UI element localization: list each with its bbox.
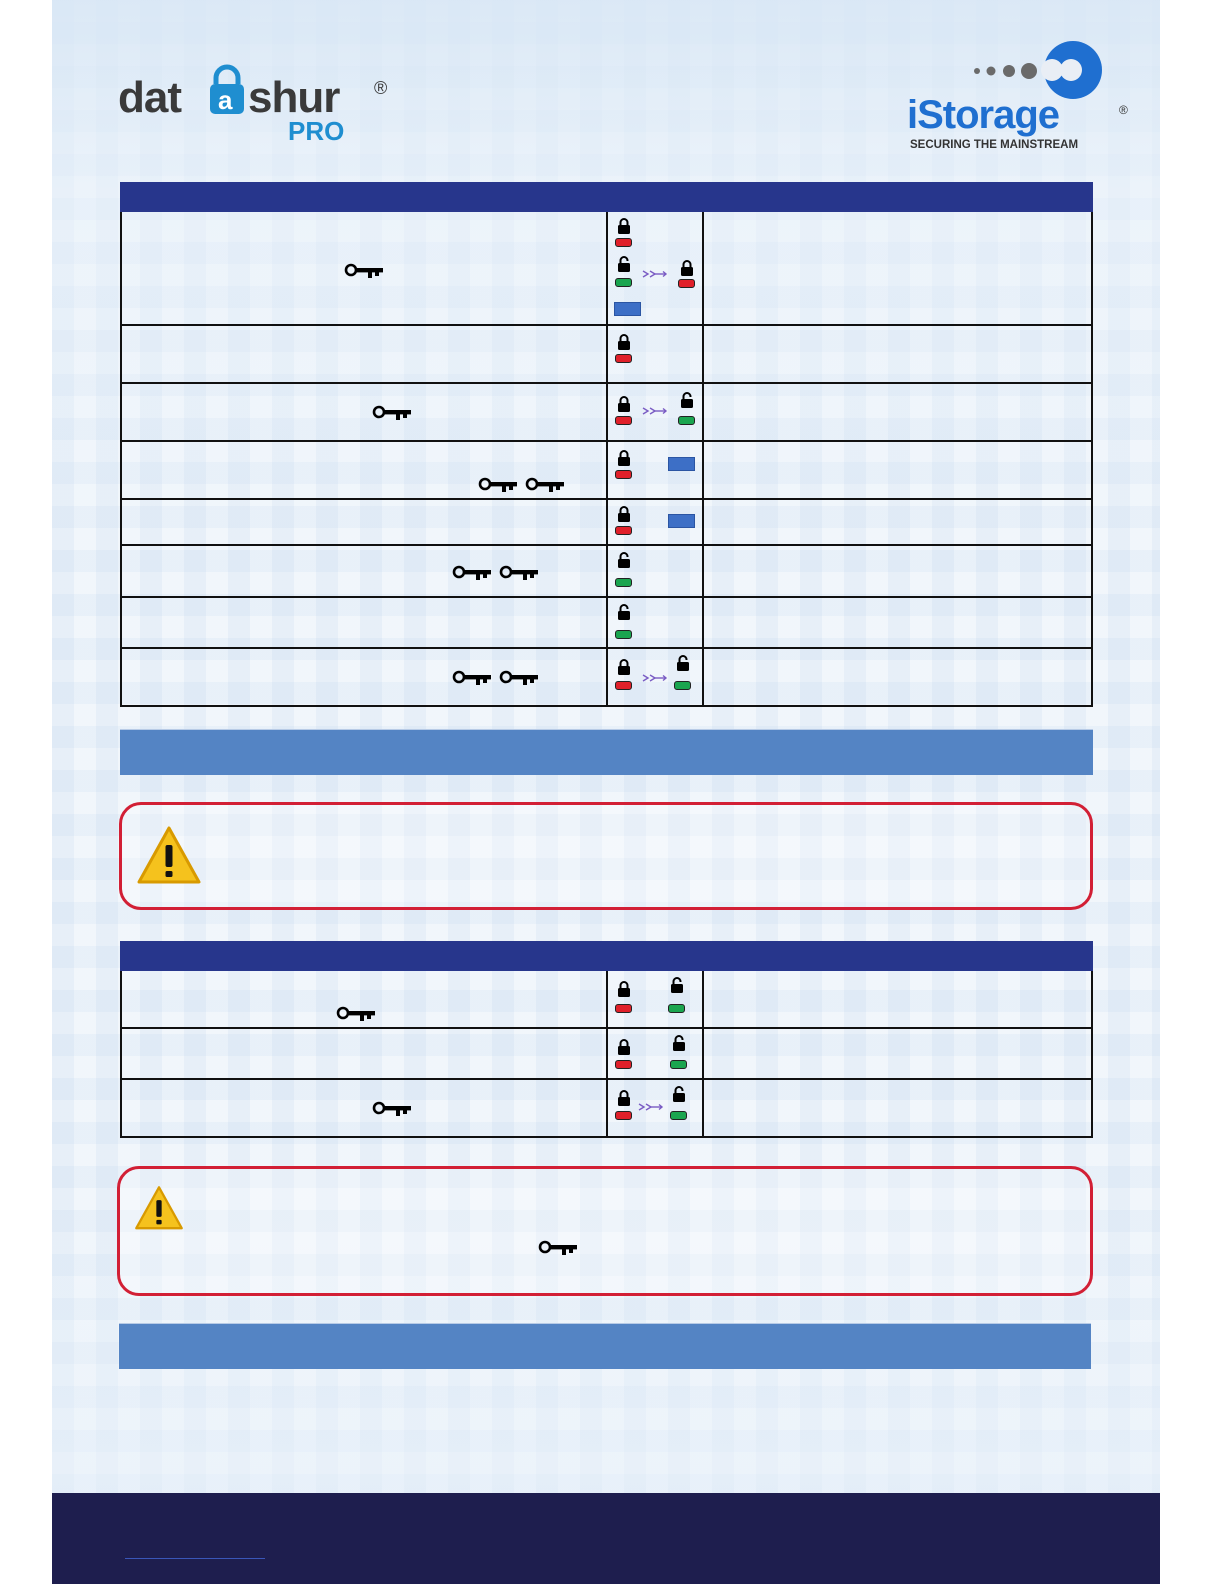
action-cell [122,384,606,440]
key-icon [344,262,384,280]
table-row [120,1080,1093,1138]
description-cell [702,546,1091,596]
red-led [615,416,632,425]
led-cell [606,1080,702,1136]
svg-text:iStorage: iStorage [907,93,1060,137]
svg-text:®: ® [374,78,388,98]
footer-link[interactable] [125,1558,265,1559]
action-cell [122,442,606,498]
lock-closed-icon [617,981,631,997]
lock-open-icon [617,604,631,620]
lock-closed-icon [617,396,631,412]
led-cell [606,326,702,382]
description-cell [702,442,1091,498]
table-row [120,649,1093,707]
blue-led [668,457,695,471]
red-led [615,1111,632,1120]
lock-closed-icon [617,450,631,466]
lock-closed-icon [617,506,631,522]
table-row [120,598,1093,649]
red-led [615,526,632,535]
footer-bar [52,1493,1160,1584]
lock-closed-icon [617,1090,631,1106]
red-led [615,470,632,479]
green-led [670,1060,687,1069]
led-cell [606,500,702,544]
green-led [678,416,695,425]
lock-open-icon [676,655,690,671]
description-cell [702,649,1091,705]
blue-led [668,514,695,528]
action-cell [122,212,606,324]
lock-open-icon [672,1086,686,1102]
table-row [120,326,1093,384]
key-icon [452,564,492,582]
action-cell [122,598,606,647]
key-icon [372,1100,412,1118]
description-cell [702,212,1091,324]
blue-led [614,302,641,316]
description-cell [702,500,1091,544]
lock-open-icon [672,1035,686,1051]
led-cell [606,212,702,324]
action-cell [122,1029,606,1078]
red-led [615,1004,632,1013]
led-cell [606,1029,702,1078]
table-row [120,212,1093,326]
section-heading-band [120,729,1093,775]
svg-text:dat: dat [118,73,181,122]
led-cell [606,442,702,498]
table-row [120,384,1093,442]
warning-icon [134,1185,184,1232]
description-cell [702,598,1091,647]
lock-closed-icon [680,260,694,276]
description-cell [702,1029,1091,1078]
green-led [668,1004,685,1013]
lock-open-icon [680,392,694,408]
warning-box [117,1166,1093,1296]
action-cell [122,326,606,382]
table-header [120,182,1093,212]
green-led [615,278,632,287]
transition-arrow-icon [642,269,668,279]
led-cell [606,971,702,1027]
led-status-table-1 [120,182,1093,707]
green-led [674,681,691,690]
lock-closed-icon [617,218,631,234]
red-led [615,1060,632,1069]
lock-closed-icon [617,1039,631,1055]
table-row [120,971,1093,1029]
table-row [120,546,1093,598]
lock-open-icon [670,977,684,993]
description-cell [702,326,1091,382]
red-led [615,354,632,363]
table-row [120,442,1093,500]
transition-arrow-icon [642,673,668,683]
key-icon [372,404,412,422]
svg-text:shur: shur [248,73,340,122]
key-icon [336,1005,376,1023]
table-row [120,500,1093,546]
transition-arrow-icon [638,1102,664,1112]
lock-closed-icon [617,659,631,675]
key-icon [452,669,492,687]
key-icon [499,564,539,582]
led-cell [606,649,702,705]
description-cell [702,971,1091,1027]
table-row [120,1029,1093,1080]
action-cell [122,649,606,705]
red-led [615,238,632,247]
green-led [670,1111,687,1120]
action-cell [122,1080,606,1136]
red-led [615,681,632,690]
lock-open-icon [617,256,631,272]
led-cell [606,546,702,596]
table-header [120,941,1093,971]
svg-text:a: a [218,85,233,115]
section-heading-band [119,1323,1091,1369]
green-led [615,630,632,639]
key-icon [499,669,539,687]
svg-text:SECURING THE MAINSTREAM: SECURING THE MAINSTREAM [910,139,1079,151]
description-cell [702,1080,1091,1136]
warning-box [119,802,1093,910]
key-icon [538,1239,578,1257]
description-cell [702,384,1091,440]
led-cell [606,598,702,647]
svg-text:®: ® [1119,103,1128,117]
led-cell [606,384,702,440]
key-icon [478,476,518,494]
led-status-table-2 [120,941,1093,1138]
green-led [615,578,632,587]
action-cell [122,500,606,544]
datashur-pro-logo [118,62,398,146]
key-icon [525,476,565,494]
istorage-logo [905,40,1135,152]
warning-icon [136,825,202,887]
transition-arrow-icon [642,406,668,416]
action-cell [122,546,606,596]
action-cell [122,971,606,1027]
lock-open-icon [617,552,631,568]
red-led [678,279,695,288]
lock-closed-icon [617,334,631,350]
svg-text:PRO: PRO [288,116,345,146]
